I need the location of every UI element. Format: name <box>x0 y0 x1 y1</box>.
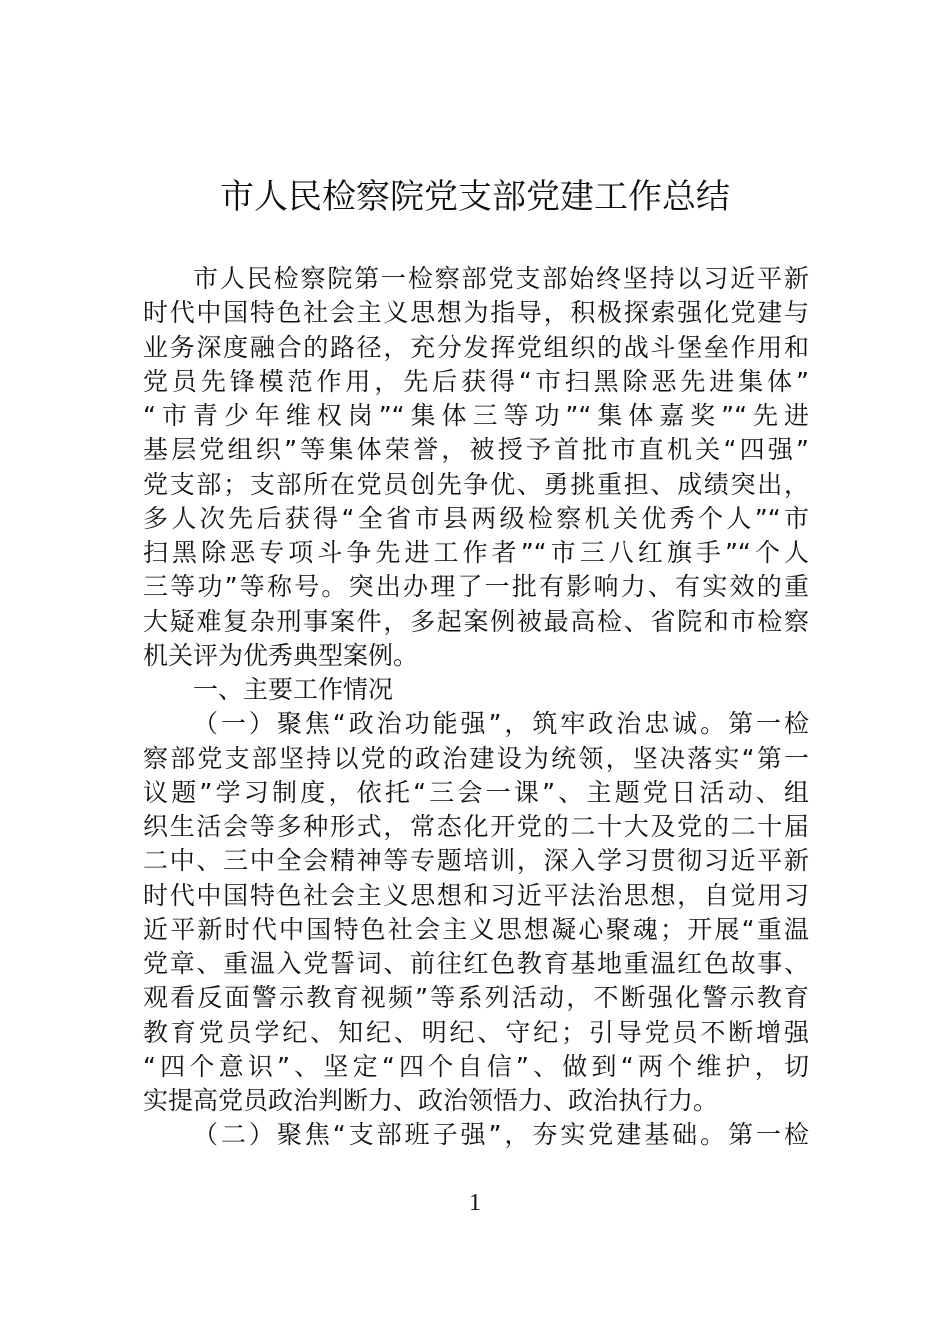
paragraph-line: 织生活会等多种形式，常态化开党的二十大及党的二十届 <box>143 812 809 841</box>
paragraph-line: 多人次先后获得“全省市县两级检察机关优秀个人”“市 <box>143 503 809 533</box>
paragraph-line: 扫黑除恶专项斗争先进工作者”“市三八红旗手”“个人 <box>143 538 809 567</box>
paragraph-line: 时代中国特色社会主义思想为指导，积极探索强化党建与 <box>143 298 809 328</box>
paragraph-line: 党员先锋模范作用，先后获得“市扫黑除恶先进集体” <box>143 366 809 396</box>
paragraph-line: 近平新时代中国特色社会主义思想凝心聚魂；开展“重温 <box>143 914 809 944</box>
paragraph-line: 业务深度融合的路径，充分发挥党组织的战斗堡垒作用和 <box>143 332 809 362</box>
paragraph-line: 大疑难复杂刑事案件，多起案例被最高检、省院和市检察 <box>143 606 809 636</box>
paragraph-line: 议题”学习制度，依托“三会一课”、主题党日活动、组 <box>143 777 809 807</box>
paragraph-line: 机关评为优秀典型案例。 <box>143 640 419 670</box>
paragraph-line: 二中、三中全会精神等专题培训，深入学习贯彻习近平新 <box>143 846 809 876</box>
paragraph-line: 党支部；支部所在党员创先争优、勇挑重担、成绩突出， <box>143 469 809 499</box>
paragraph-line: “四个意识”、坚定“四个自信”、做到“两个维护，切 <box>143 1051 809 1081</box>
paragraph-line: “市青少年维权岗”“集体三等功”“集体嘉奖”“先进 <box>143 401 809 430</box>
section-heading: 一、主要工作情况 <box>193 675 394 704</box>
paragraph-line: 察部党支部坚持以党的政治建设为统领，坚决落实“第一 <box>143 743 809 773</box>
document-title: 市人民检察院党支部党建工作总结 <box>220 177 730 217</box>
paragraph-line: （一）聚焦“政治功能强”，筑牢政治忠诚。第一检 <box>193 709 809 739</box>
paragraph-line: 时代中国特色社会主义思想和习近平法治思想，自觉用习 <box>143 880 809 910</box>
paragraph-line: 市人民检察院第一检察部党支部始终坚持以习近平新 <box>193 264 809 293</box>
page-number: 1 <box>469 1190 481 1216</box>
paragraph-line: 三等功”等称号。突出办理了一批有影响力、有实效的重 <box>143 572 809 602</box>
paragraph-line: （二）聚焦“支部班子强”，夯实党建基础。第一检 <box>193 1120 809 1150</box>
document-body <box>143 262 809 1153</box>
paragraph-line: 实提高党员政治判断力、政治领悟力、政治执行力。 <box>143 1086 719 1115</box>
paragraph-line: 观看反面警示教育视频”等系列活动，不断强化警示教育 <box>143 983 809 1013</box>
paragraph-line: 教育党员学纪、知纪、明纪、守纪；引导党员不断增强 <box>143 1017 809 1047</box>
paragraph-line: 党章、重温入党誓词、前往红色教育基地重温红色故事、 <box>143 949 809 978</box>
paragraph-line: 基层党组织”等集体荣誉，被授予首批市直机关“四强” <box>143 435 809 465</box>
